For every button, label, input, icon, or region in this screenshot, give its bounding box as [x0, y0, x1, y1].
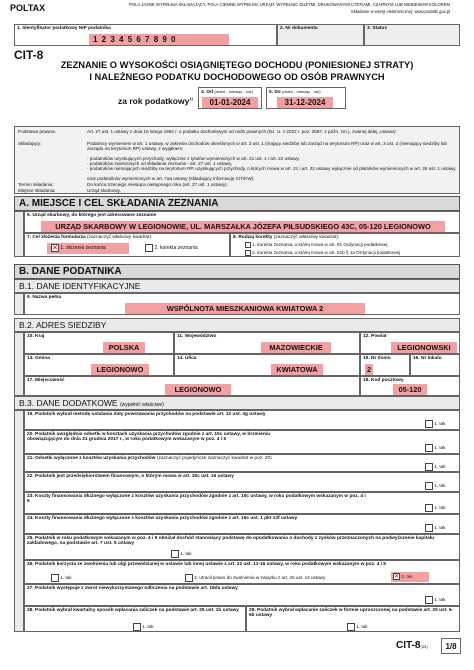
q26-option-1-label: 1. tak [60, 575, 72, 581]
footer-form-code [396, 640, 428, 651]
filers-text: Podatnicy wymienieni w art. 1 ustawy, w zakresie dochodów określonych w art. 3 ust. 1 (mający siedzibę lub zarząd na terytorium RP) oraz w art. 3 ust. 2 (niemający siedziby lub zarządu na terytorium RP) ustawy, z wyjątkiem: [87, 141, 447, 152]
correction-option-2[interactable] [245, 250, 455, 256]
q21-hint: (zaznaczyć pojedyńcze zaznaczyć kwadrat w poz. 20) [156, 456, 272, 461]
q22-option[interactable] [425, 482, 446, 490]
taxpayer-data-section-header [14, 264, 460, 279]
q25-checkbox[interactable] [171, 550, 179, 558]
period-from-label-text: 4. Od [201, 90, 213, 95]
correction-option-1-checkbox[interactable] [245, 242, 251, 248]
house-number-label: 15. Nr domu [363, 356, 391, 361]
period-to-label-text: 5. Do [269, 90, 281, 95]
q22-option-label: 1. tak [434, 483, 446, 489]
correction-type-label [233, 235, 339, 240]
q26-checkbox-3[interactable]: ✕ [394, 574, 400, 581]
correction-type-field [230, 233, 460, 257]
b3-hint: (wypełnić właściwe) [119, 402, 164, 408]
tax-office-field[interactable] [24, 211, 460, 233]
a-left-strip [14, 211, 24, 257]
nip-label: 1. Identyfikator podatkowy NIP podatnika [17, 26, 111, 31]
q26-label: 26. Podatnik korzysta ze zwolnienia lub ulgi przewidzianej w ustawie lub innej ustawie z art. 22 ust. 11-16 ustawy, w roku podatkowym wskazanym w poz. 4 i 5 [27, 562, 386, 567]
purpose-label-text: 7. Cel złożenia formularza [27, 235, 86, 240]
b3-left-strip [14, 410, 24, 632]
locality-value: LEGIONOWO [165, 384, 231, 395]
q25-option[interactable] [171, 550, 192, 558]
electronic-filing-note: Składanie w wersji elektronicznej: www.podatki.gov.pl [350, 9, 450, 14]
legal-info-box [14, 126, 460, 194]
purpose-label [27, 235, 152, 240]
street-value: KWIATOWA [271, 364, 323, 375]
county-label: 12. Powiat [363, 334, 387, 339]
q26-option-3-label: 3. nie [401, 574, 413, 579]
q20-option-label: 1. tak [434, 445, 446, 451]
purpose-option-1-checkbox[interactable]: ✕ [52, 244, 58, 252]
purpose-option-2-checkbox[interactable] [145, 244, 153, 252]
q24-checkbox[interactable] [425, 524, 433, 532]
exception-3: - podatników niemających siedziby na terytorium RP, uzyskujących przychody, o których mowa w art. 21 i art. 22 ustawy wyłącznie od płatników wymienionych w art. 26 ust. 1 ustawy [87, 166, 456, 171]
b3-header [14, 396, 460, 410]
q26-option-3[interactable] [391, 572, 429, 582]
county-field[interactable] [360, 332, 460, 354]
q22-checkbox[interactable] [425, 482, 433, 490]
b3-title: B.3. DANE DODATKOWE [19, 398, 118, 408]
purpose-field [24, 233, 230, 257]
voivodeship-field[interactable] [174, 332, 360, 354]
q20-label: 20. Podatnik uwzględnia odsetki w kosztach uzyskania przychodów zgodnie z art. 15c ustawy, w brzmieniu obowiązującym do dnia 31 grudnia 2017 r., w roku podatkowym wskazanym w poz. 4 i 5 [27, 432, 271, 442]
municipality-value: LEGIONOWO [91, 364, 149, 375]
q26-option-1[interactable] [51, 574, 72, 582]
b1-left-strip [14, 293, 24, 315]
period-to-hint: (dzień - miesiąc - rok) [282, 89, 321, 94]
q20-checkbox[interactable] [425, 444, 433, 452]
document-number-field [277, 24, 364, 46]
q22-row [24, 472, 460, 492]
purpose-option-2[interactable] [145, 243, 227, 254]
footer-page: 1/8 [441, 638, 461, 654]
q27-row [24, 584, 460, 606]
taxpayer-data-section-title: B. DANE PODATNIKA [19, 266, 122, 277]
q27-checkbox[interactable] [425, 596, 433, 604]
apartment-number-label: 16. Nr lokalu [413, 356, 442, 361]
q23-option-label: 1. tak [434, 505, 446, 511]
q28-row [24, 606, 246, 632]
q20-option[interactable] [425, 444, 446, 452]
form-code: CIT-8 [14, 48, 44, 62]
place-text: Urząd skarbowy. [87, 188, 121, 193]
q26-row [24, 560, 460, 584]
b2-title: B.2. ADRES SIEDZIBY [19, 320, 107, 330]
q24-row [24, 514, 460, 534]
q27-label: 27. Podatnik występuje z zwrot niewykorzystanego odliczenia na podstawie art. 18da ustawy [27, 586, 238, 591]
q29-label: 29. Podatnik wybrał wpłacanie zaliczek w formie uproszczonej na podstawie art. 25 ust. 6-6b ustawy [249, 608, 454, 618]
q28-label: 28. Podatnik wybrał kwartalny sposób wpłacania zaliczek na podstawie art. 25 ust. 1b ustawy [27, 608, 239, 613]
additional-questions [24, 410, 460, 632]
q19-label: 19. Podatnik wybrał metodę ustalania daty powstawania przychodów na podstawie art. 12 ust. 3g ustawy [27, 412, 266, 417]
q28-checkbox[interactable] [133, 623, 141, 631]
b1-header [14, 279, 460, 293]
street-field[interactable] [174, 354, 360, 376]
filers-label: Składający: [18, 141, 42, 146]
postal-code-value: 05-120 [393, 384, 427, 395]
q21-row [24, 454, 460, 472]
q25-row [24, 534, 460, 560]
q19-row [24, 410, 460, 430]
correction-option-1[interactable] [245, 242, 455, 248]
fill-instructions: POLA JASNE WYPEŁNIA SKŁADAJĄCY, POLA CIEMNE WYPEŁNIA URZĄD. WYPEŁNIĆ DUŻYMI, DRUKOWANYMI LITERAMI, CZARNYM LUB NIEBIESKIM KOLOREM [129, 2, 450, 7]
q21-label [27, 456, 357, 461]
q23-label: 23. Koszty finansowania dłużnego wyłączone z kosztów uzyskania przychodów zgodnie z art. 15c ustawy, w roku podatkowym wskazanym w poz. 4 i 5 [27, 494, 366, 504]
tax-office-value: URZĄD SKARBOWY W LEGIONOWIE, UL. MARSZAŁKA JÓZEFA PIŁSUDSKIEGO 43C, 05-120 LEGIONOWO [41, 221, 445, 232]
footer-code: CIT-8 [396, 640, 421, 651]
form-title-line1: ZEZNANIE O WYSOKOŚCI OSIĄGNIĘTEGO DOCHODU (PONIESIONEJ STRATY) [60, 60, 414, 70]
locality-label: 17. Miejscowość [27, 378, 65, 383]
section-a-title: A. MIEJSCE I CEL SKŁADANIA ZEZNANIA [19, 198, 219, 209]
period-from-value: 01-01-2024 [202, 97, 258, 108]
q27-option-label: 1. tak [434, 597, 446, 603]
q21-option-label: 1. tak [434, 464, 446, 470]
status-field [364, 24, 460, 46]
q19-option[interactable] [425, 420, 446, 428]
period-to-value: 31-12-2024 [277, 97, 333, 108]
q21-label-text: 21. Odsetki wyłączone z kosztów uzyskania przychodów [27, 456, 156, 461]
correction-option-1-label: 1. korekta zeznania, o której mowa w art. 81 Ordynacji podatkowej [252, 242, 388, 248]
q29-checkbox[interactable] [347, 623, 355, 631]
locality-field[interactable] [24, 376, 360, 396]
country-value: POLSKA [103, 342, 145, 353]
tax-year-label: za rok podatkowy$^{1)}$ [118, 96, 193, 106]
status-label: 3. Status [367, 26, 387, 31]
q21-option[interactable] [425, 463, 446, 471]
full-name-label: 9. Nazwa pełna [27, 295, 62, 300]
legal-basis-text: Art. 27 ust. 1 ustawy z dnia 15 lutego 1992 r. o podatku dochodowym od osób prawnych (Dz. U. z 2022 r. poz. 2587, z późn. zm.), zwanej dalej „ustawą”. [87, 129, 398, 134]
q24-option-label: 1. tak [434, 525, 446, 531]
exception-1: - podatników uzyskujących przychody, wyłącznie z tytułów wymienionych w art. 21 ust. 1 i art. 22 ustawy, [87, 156, 300, 161]
exception-4: oraz podatników wymienionych w art. 7aa ustawy (składający informację CIT/KW). [87, 176, 255, 181]
period-to-field[interactable] [266, 87, 346, 109]
q24-option[interactable] [425, 524, 446, 532]
country-field[interactable] [24, 332, 174, 354]
nip-field[interactable] [14, 24, 277, 46]
deadline-label: Termin składania: [18, 182, 54, 187]
q29-option-label: 1. tak [356, 624, 368, 630]
tax-office-label: 6. Urząd skarbowy, do którego jest adresowane zeznanie [27, 213, 157, 218]
house-number-value: 2 [366, 365, 372, 374]
period-to-label [269, 89, 321, 95]
q29-option[interactable] [347, 623, 368, 631]
country-label: 10. Kraj [27, 334, 45, 339]
tax-year-label-text: za rok podatkowy [118, 96, 190, 106]
correction-option-2-checkbox[interactable] [245, 250, 251, 256]
county-value: LEGIONOWSKI [391, 342, 457, 353]
purpose-hint: (zaznaczyć właściwy kwadrat): [87, 235, 153, 240]
purpose-option-1-label: 1. złożenie zeznania [60, 245, 106, 251]
q27-option[interactable] [425, 596, 446, 604]
brand-logo: POLTAX [10, 3, 46, 13]
voivodeship-label: 11. Województwo [177, 334, 217, 339]
full-name-field[interactable] [24, 293, 460, 315]
q19-checkbox[interactable] [425, 420, 433, 428]
q28-option-label: 1. tak [142, 624, 154, 630]
correction-type-hint: (zaznaczyć właściwy kwadrat): [273, 235, 340, 240]
exception-2: - podatników zwolnionych od składania zeznania - art. 27 ust. 1 ustawy, [87, 161, 233, 166]
q26-checkbox-2[interactable] [185, 574, 193, 582]
q21-checkbox[interactable] [425, 463, 433, 471]
footer-version: (33) [420, 644, 428, 649]
full-name-value: WSPÓLNOTA MIESZKANIOWA KWIATOWA 2 [125, 303, 365, 314]
purpose-option-2-label: 2. korekta zeznania [154, 245, 198, 251]
q26-checkbox-1[interactable] [51, 574, 59, 582]
q19-option-label: 1. tak [434, 421, 446, 427]
b2-header [14, 318, 460, 332]
deadline-text: Do końca trzeciego miesiąca następnego roku (art. 27 ust. 1 ustawy). [87, 182, 228, 187]
q20-row [24, 430, 460, 454]
q25-label: 25. Podatnik w roku podatkowym wskazanym w poz. 4 i 5 obniżał dochód stanowiący podstawę do opodatkowania o dochody z zysków przeznaczonych na podwyższenie kapitału zakładowego, na podstawie art. 7 ust. 5 ustawy [27, 536, 435, 546]
q23-row [24, 492, 460, 514]
b2-left-strip [14, 332, 24, 396]
period-from-field[interactable] [198, 87, 262, 109]
municipality-label: 13. Gmina [27, 356, 50, 361]
period-from-hint: (dzień - miesiąc - rok) [214, 89, 253, 94]
purpose-option-1[interactable] [47, 243, 129, 254]
correction-option-2-label: 2. korekta zeznania, o której mowa w art. 81b § 1a Ordynacji podatkowej [252, 250, 401, 256]
q25-option-label: 1. tak [180, 551, 192, 557]
form-title-line2: I NALEŻNEGO PODATKU DOCHODOWEGO OD OSÓB PRAWNYCH [89, 72, 385, 82]
q24-label: 24. Koszty finansowania dłużnego wyłączone z kosztów uzyskania przychodów zgodnie z art. 15c ust. 1 pkt 13f ustawy [27, 516, 298, 521]
period-from-label [201, 89, 253, 95]
house-number-field[interactable] [360, 354, 410, 376]
q23-checkbox[interactable] [425, 504, 433, 512]
postal-code-label: 18. Kod pocztowy [363, 378, 404, 383]
street-label: 14. Ulica [177, 356, 197, 361]
section-a-header [14, 196, 460, 211]
postal-code-field[interactable] [360, 376, 460, 396]
correction-type-label-text: 8. Rodzaj korekty [233, 235, 273, 240]
q22-label: 22. Podatnik jest przedsiębiorstwem finansowym, o którym mowa w art. 15c ust. 16 ustawy [27, 474, 234, 479]
apartment-number-field[interactable] [410, 354, 460, 376]
q26-option-2[interactable] [185, 574, 325, 582]
voivodeship-value: MAZOWIECKIE [261, 342, 331, 353]
place-label: Miejsce składania: [18, 188, 56, 193]
document-number-label: 2. Nr dokumentu [280, 26, 318, 31]
municipality-field[interactable] [24, 354, 174, 376]
q26-option-2-label: 2. utracił prawo do zwolnienia w związku z art. 25 ust. 14 ustawy [194, 575, 326, 581]
legal-basis-label: Podstawa prawna: [18, 129, 56, 134]
nip-value: 1 2 3 4 5 6 7 8 9 0 [89, 34, 229, 45]
q28-option[interactable] [133, 623, 154, 631]
q29-row [246, 606, 460, 632]
q23-option[interactable] [425, 504, 446, 512]
b1-title: B.1. DANE IDENTYFIKACYJNE [19, 281, 141, 291]
